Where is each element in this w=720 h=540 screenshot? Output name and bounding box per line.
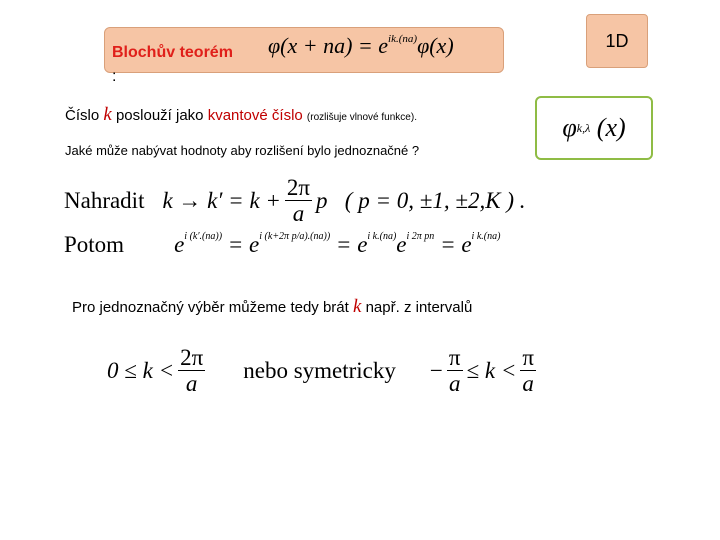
bloch-exponent: ik.(na) bbox=[388, 32, 418, 45]
bloch-rhs: φ(x) bbox=[417, 33, 454, 58]
psi-argument: (x) bbox=[596, 113, 626, 142]
then-s2: i (k+2π p/a).(na)) bbox=[259, 231, 331, 243]
replace-equation bbox=[64, 175, 525, 227]
replace-rhs: p ( p = 0, ±1, ±2,K ) . bbox=[316, 187, 526, 213]
line3-prefix: Pro jednoznačný výběr můžeme tedy brát bbox=[72, 299, 349, 316]
badge-1d: 1D bbox=[586, 14, 648, 68]
then-t2: = e bbox=[222, 232, 260, 257]
line1-middle: poslouží jako bbox=[115, 107, 204, 124]
line1-note: (rozlišuje vlnové funkce). bbox=[306, 112, 417, 123]
bloch-lhs: φ(x + na) = e bbox=[268, 33, 389, 58]
then-word: Potom bbox=[64, 232, 125, 257]
quantum-number-sentence bbox=[65, 104, 417, 126]
k-symbol-2: k bbox=[352, 296, 362, 317]
interval-right-num-2: π bbox=[522, 345, 534, 370]
then-s1: i (k′.(na)) bbox=[184, 231, 223, 243]
interval-right-den-2: a bbox=[522, 371, 534, 397]
then-s5: i k.(na) bbox=[471, 231, 501, 243]
then-t1: e bbox=[174, 232, 185, 257]
question-sentence: Jaké může nabývat hodnoty aby rozlišení bylo jednoznačné ? bbox=[65, 143, 420, 158]
interval-sentence bbox=[72, 296, 472, 318]
interval-right-num-1: π bbox=[448, 345, 461, 370]
replace-fraction-num: 2π bbox=[286, 175, 311, 200]
psi-subscript: k,λ bbox=[576, 120, 591, 135]
then-t5: = e bbox=[434, 232, 472, 257]
interval-left-fraction bbox=[178, 345, 205, 397]
psi-symbol: φ bbox=[562, 113, 577, 142]
interval-left-num: 2π bbox=[180, 345, 204, 370]
then-s3: i k.(na) bbox=[367, 231, 397, 243]
k-symbol: k bbox=[103, 104, 112, 125]
line3-suffix: např. z intervalů bbox=[365, 299, 473, 316]
replace-fraction-den: a bbox=[292, 201, 305, 227]
bloch-colon: : bbox=[112, 68, 117, 85]
bloch-title: Blochův teorém bbox=[112, 44, 233, 61]
wavefunction-label-box bbox=[535, 96, 653, 160]
interval-right-den-1: a bbox=[448, 371, 461, 397]
interval-right-fraction-1 bbox=[447, 345, 463, 397]
line1-prefix: Číslo bbox=[65, 107, 100, 124]
quantum-number-term: kvantové číslo bbox=[207, 107, 303, 124]
replace-fraction bbox=[285, 175, 312, 227]
replace-lhs: k → k′ = k + bbox=[162, 187, 281, 213]
then-equation bbox=[64, 232, 500, 258]
interval-equation bbox=[107, 345, 540, 397]
interval-left-lhs: 0 ≤ k < bbox=[107, 357, 175, 383]
replace-word: Nahradit bbox=[64, 187, 145, 213]
bloch-formula bbox=[268, 33, 454, 59]
interval-middle: nebo symetricky bbox=[243, 357, 396, 383]
then-s4: i 2π pn bbox=[406, 231, 435, 243]
interval-right-mid: ≤ k < bbox=[466, 357, 517, 383]
then-t3: = e bbox=[330, 232, 368, 257]
interval-left-den: a bbox=[185, 371, 198, 397]
interval-right-fraction-2 bbox=[520, 345, 536, 397]
then-t4: e bbox=[396, 232, 407, 257]
interval-minus: − bbox=[429, 357, 443, 383]
